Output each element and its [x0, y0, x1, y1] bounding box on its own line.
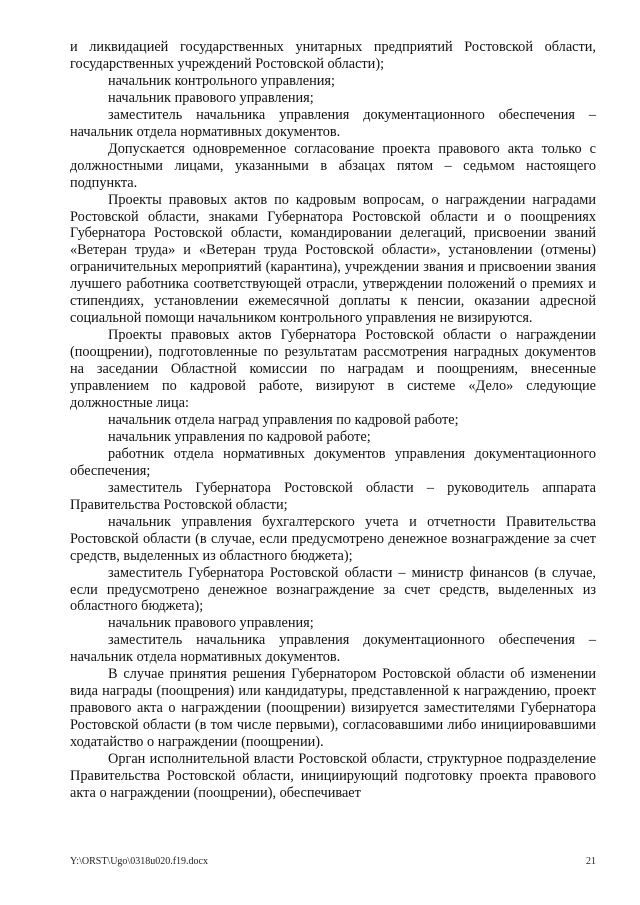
- paragraph: Проекты правовых актов Губернатора Ростовской области о награждении (поощрении), подготовленные по результатам рассмотрения наградных документов на заседании Областной комиссии по наградам и поощрениям, внесенные управлением по кадровой работе, визируют в системе «Дело» следующие должностные лица:: [70, 327, 596, 412]
- paragraph: заместитель начальника управления документационного обеспечения – начальник отдела нормативных документов.: [70, 632, 596, 666]
- paragraph: работник отдела нормативных документов управления документационного обеспечения;: [70, 445, 596, 479]
- paragraph: начальник правового управления;: [108, 89, 314, 106]
- paragraph: начальник контрольного управления;: [108, 72, 335, 89]
- document-body: [70, 39, 596, 802]
- paragraph: Орган исполнительной власти Ростовской области, структурное подразделение Правительства Ростовской области, инициирующий подготовку проекта правового акта о награждении (поощрении), обеспечивает: [70, 751, 596, 801]
- paragraph: начальник правового управления;: [108, 615, 314, 632]
- paragraph: В случае принятия решения Губернатором Ростовской области об изменении вида награды (поощрения) или кандидатуры, представленной к награждению, проект правового акта о награждении (поощрении) визируется заместителями Губернатора Ростовской области (в том числе первыми), согласовавшими либо инициировавшими ходатайство о награждении (поощрении).: [70, 666, 596, 751]
- paragraph: заместитель Губернатора Ростовской области – руководитель аппарата Правительства Ростовской области;: [70, 479, 596, 513]
- file-path: Y:\ORST\Ugo\0318u020.f19.docx: [70, 856, 208, 867]
- page-footer: [70, 856, 596, 870]
- paragraph: начальник отдела наград управления по кадровой работе;: [108, 411, 459, 428]
- paragraph: Допускается одновременное согласование проекта правового акта только с должностными лицами, указанными в абзацах пятом – седьмом настоящего подпункта.: [70, 140, 596, 191]
- paragraph: заместитель начальника управления документационного обеспечения – начальник отдела нормативных документов.: [70, 106, 596, 140]
- page-number: 21: [586, 856, 596, 867]
- paragraph: заместитель Губернатора Ростовской области – министр финансов (в случае, если предусмотрено денежное вознаграждение за счет средств, выделенных из областного бюджета);: [70, 564, 596, 615]
- paragraph-continuation: и ликвидацией государственных унитарных предприятий Ростовской области, государственных учреждений Ростовской области);: [70, 39, 596, 72]
- paragraph: начальник управления бухгалтерского учета и отчетности Правительства Ростовской области (в случае, если предусмотрено денежное вознаграждение за счет средств, выделенных из областного бюджета);: [70, 513, 596, 564]
- paragraph: Проекты правовых актов по кадровым вопросам, о награждении наградами Ростовской области, знаками Губернатора Ростовской области и о поощрениях Губернатора Ростовской области, командировании делегаций, присвоении званий «Ветеран труда» и «Ветеран труда Ростовской области», установлении (отмены) ограничительных мероприятий (карантина), учреждении звания и присвоении звания лучшего работника соответствующей отрасли, утверждении положений о премиях и стипендиях, установлении ежемесячной доплаты к пенсии, оказании адресной социальной помощи начальником контрольного управления не визируются.: [70, 191, 596, 327]
- paragraph: начальник управления по кадровой работе;: [108, 428, 371, 445]
